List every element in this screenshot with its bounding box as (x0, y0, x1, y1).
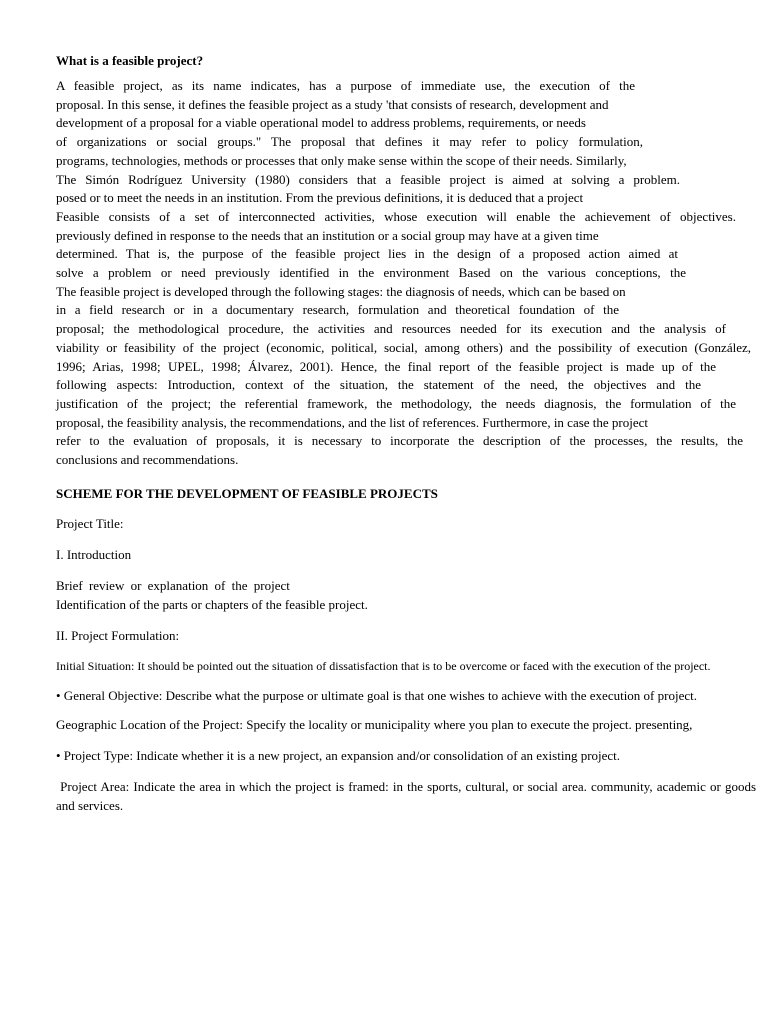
intro-line: of organizations or social groups." The proposal that defines it may refer to policy formulation, (56, 134, 643, 150)
scheme-title: SCHEME FOR THE DEVELOPMENT OF FEASIBLE PROJECTS (56, 485, 438, 501)
introduction-heading: I. Introduction (56, 546, 132, 562)
intro-line: in a field research or in a documentary research, formulation and theoretical foundation of the (56, 302, 619, 318)
project-area-text: Project Area: Indicate the area in which the project is framed: in the sports, cultural, or social area. community, academic or goods and services. (56, 778, 760, 813)
intro-line: conclusions and recommendations. (56, 452, 239, 468)
intro-line: proposal, the feasibility analysis, the recommendations, and the list of references. Furthermore, in case the project (56, 414, 649, 430)
intro-line: determined. That is, the purpose of the feasible project lies in the design of a proposed action aimed at (56, 246, 678, 262)
intro-line: following aspects: Introduction, context of the situation, the statement of the need, the objectives and the (56, 377, 701, 393)
intro-line: Feasible consists of a set of interconnected activities, whose execution will enable the achievement of objectives. (56, 208, 736, 224)
intro-line: previously defined in response to the needs that an institution or a social group may have at a given time (56, 227, 599, 243)
section-title: What is a feasible project? (56, 53, 204, 68)
project-title-label: Project Title: (56, 515, 124, 531)
intro-line: The feasible project is developed through the following stages: the diagnosis of needs, which can be based on (56, 283, 626, 299)
general-objective-text: • General Objective: Describe what the purpose or ultimate goal is that one wishes to achieve with the execution of project. (56, 687, 697, 703)
intro-item-review: Brief review or explanation of the project (56, 577, 290, 593)
intro-line: proposal; the methodological procedure, the activities and resources needed for its execution and the analysis of (56, 321, 726, 337)
intro-line: viability or feasibility of the project (economic, political, social, among others) and the possibility of execution (González, (56, 339, 751, 355)
intro-line: refer to the evaluation of proposals, it is necessary to incorporate the description of the processes, the results, the (56, 433, 743, 449)
intro-line: programs, technologies, methods or processes that only make sense within the scope of their needs. Similarly, (56, 152, 627, 168)
intro-line: development of a proposal for a viable operational model to address problems, requirements, or needs (56, 115, 586, 131)
intro-line: justification of the project; the referential framework, the methodology, the needs diagnosis, the formulation of the (56, 395, 736, 411)
intro-line: A feasible project, as its name indicates, has a purpose of immediate use, the execution of the (56, 78, 635, 93)
intro-line: posed or to meet the needs in an institution. From the previous definitions, it is deduced that a project (56, 190, 584, 206)
initial-situation-text: Initial Situation: It should be pointed out the situation of dissatisfaction that is to be overcome or faced with the execution of the project. (56, 658, 711, 673)
intro-line: proposal. In this sense, it defines the feasible project as a study 'that consists of research, development and (56, 96, 609, 112)
geographic-location-text: Geographic Location of the Project: Specify the locality or municipality where you plan to execute the project. presenting, (56, 716, 693, 732)
intro-line: The Simón Rodríguez University (1980) considers that a feasible project is aimed at solving a problem. (56, 171, 680, 187)
project-type-text: • Project Type: Indicate whether it is a new project, an expansion and/or consolidation of an existing project. (56, 747, 621, 763)
intro-paragraph (56, 77, 756, 470)
document-page (56, 52, 760, 815)
intro-item-identification: Identification of the parts or chapters of the feasible project. (56, 596, 368, 612)
intro-line: 1996; Arias, 1998; UPEL, 1998; Álvarez, 2001). Hence, the final report of the feasible project is made up of the (56, 358, 716, 374)
intro-line: solve a problem or need previously identified in the environment Based on the various conceptions, the (56, 265, 686, 281)
formulation-heading: II. Project Formulation: (56, 627, 180, 643)
